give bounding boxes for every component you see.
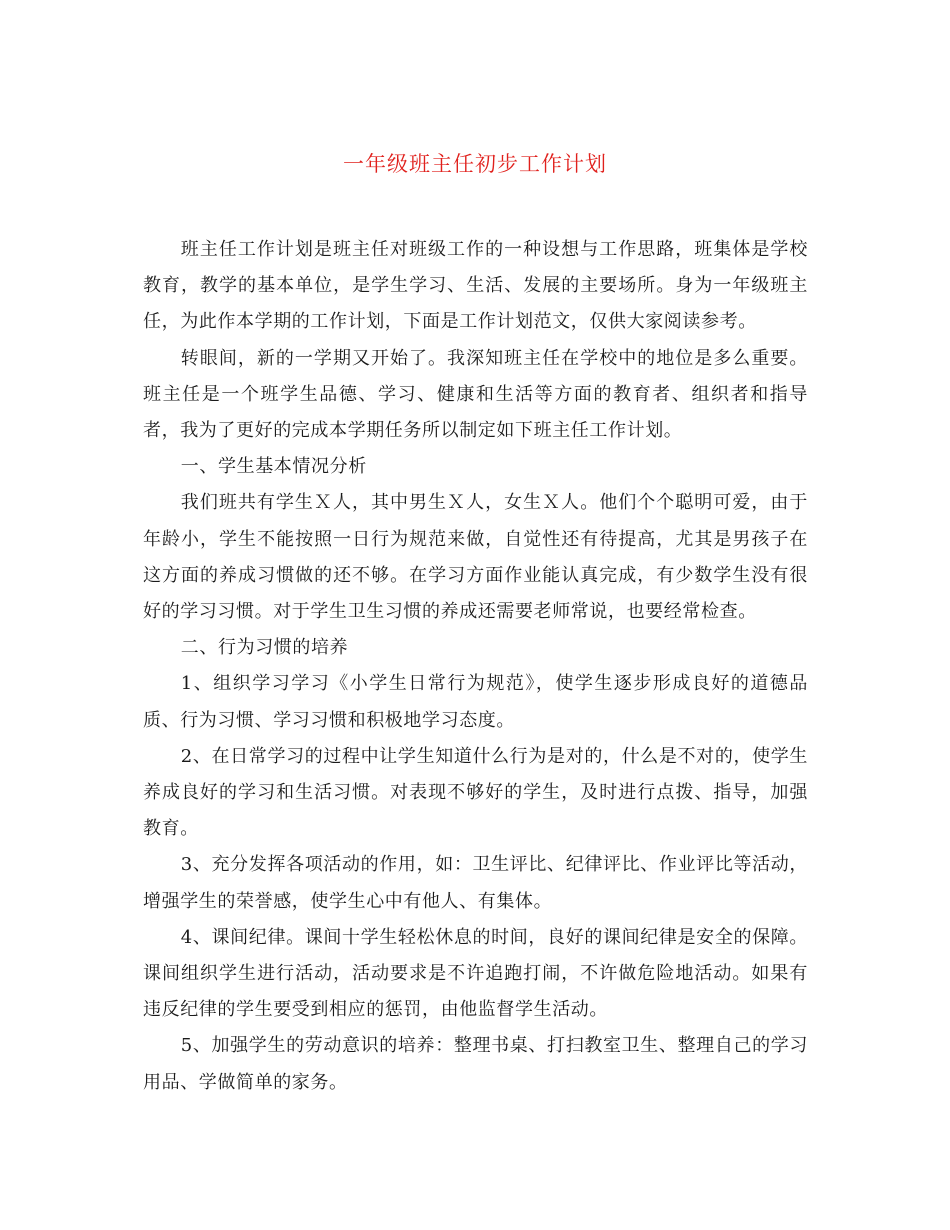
habit-item-1: 1、组织学习学习《小学生日常行为规范》，使学生逐步形成良好的道德品质、行为习惯、学习习惯和积极地学习态度。 — [143, 673, 808, 731]
document-body — [143, 232, 808, 1101]
habit-item-4: 4、课间纪律。课间十学生轻松休息的时间，良好的课间纪律是安全的保障。课间组织学生进行活动，活动要求是不许追跑打闹，不许做危险地活动。如果有违反纪律的学生要受到相应的惩罚，由他监督学生活动。 — [143, 926, 808, 1021]
habit-item-3: 3、充分发挥各项活动的作用，如：卫生评比、纪律评比、作业评比等活动，增强学生的荣誉感，使学生心中有他人、有集体。 — [143, 854, 808, 912]
section-heading-student-analysis: 一、学生基本情况分析 — [180, 456, 367, 478]
opening-paragraph: 转眼间，新的一学期又开始了。我深知班主任在学校中的地位是多么重要。班主任是一个班学生品德、学习、健康和生活等方面的教育者、组织者和指导者，我为了更好的完成本学期任务所以制定如下班主任工作计划。 — [143, 347, 808, 442]
student-analysis-paragraph: 我们班共有学生Ｘ人，其中男生Ｘ人，女生Ｘ人。他们个个聪明可爱，由于年龄小，学生不能按照一日行为规范来做，自觉性还有待提高，尤其是男孩子在这方面的养成习惯做的还不够。在学习方面作业能认真完成，有少数学生没有很好的学习习惯。对于学生卫生习惯的养成还需要老师常说，也要经常检查。 — [143, 492, 808, 623]
intro-paragraph: 班主任工作计划是班主任对班级工作的一种设想与工作思路，班集体是学校教育，教学的基本单位，是学生学习、生活、发展的主要场所。身为一年级班主任，为此作本学期的工作计划，下面是工作计划范文，仅供大家阅读参考。 — [143, 239, 808, 333]
habit-item-5: 5、加强学生的劳动意识的培养：整理书桌、打扫教室卫生、整理自己的学习用品、学做简单的家务。 — [143, 1035, 808, 1093]
document-title: 一年级班主任初步工作计划 — [343, 152, 607, 176]
section-heading-habit-training: 二、行为习惯的培养 — [180, 637, 349, 659]
habit-item-2: 2、在日常学习的过程中让学生知道什么行为是对的，什么是不对的，使学生养成良好的学习和生活习惯。对表现不够好的学生，及时进行点拨、指导，加强教育。 — [143, 745, 808, 840]
